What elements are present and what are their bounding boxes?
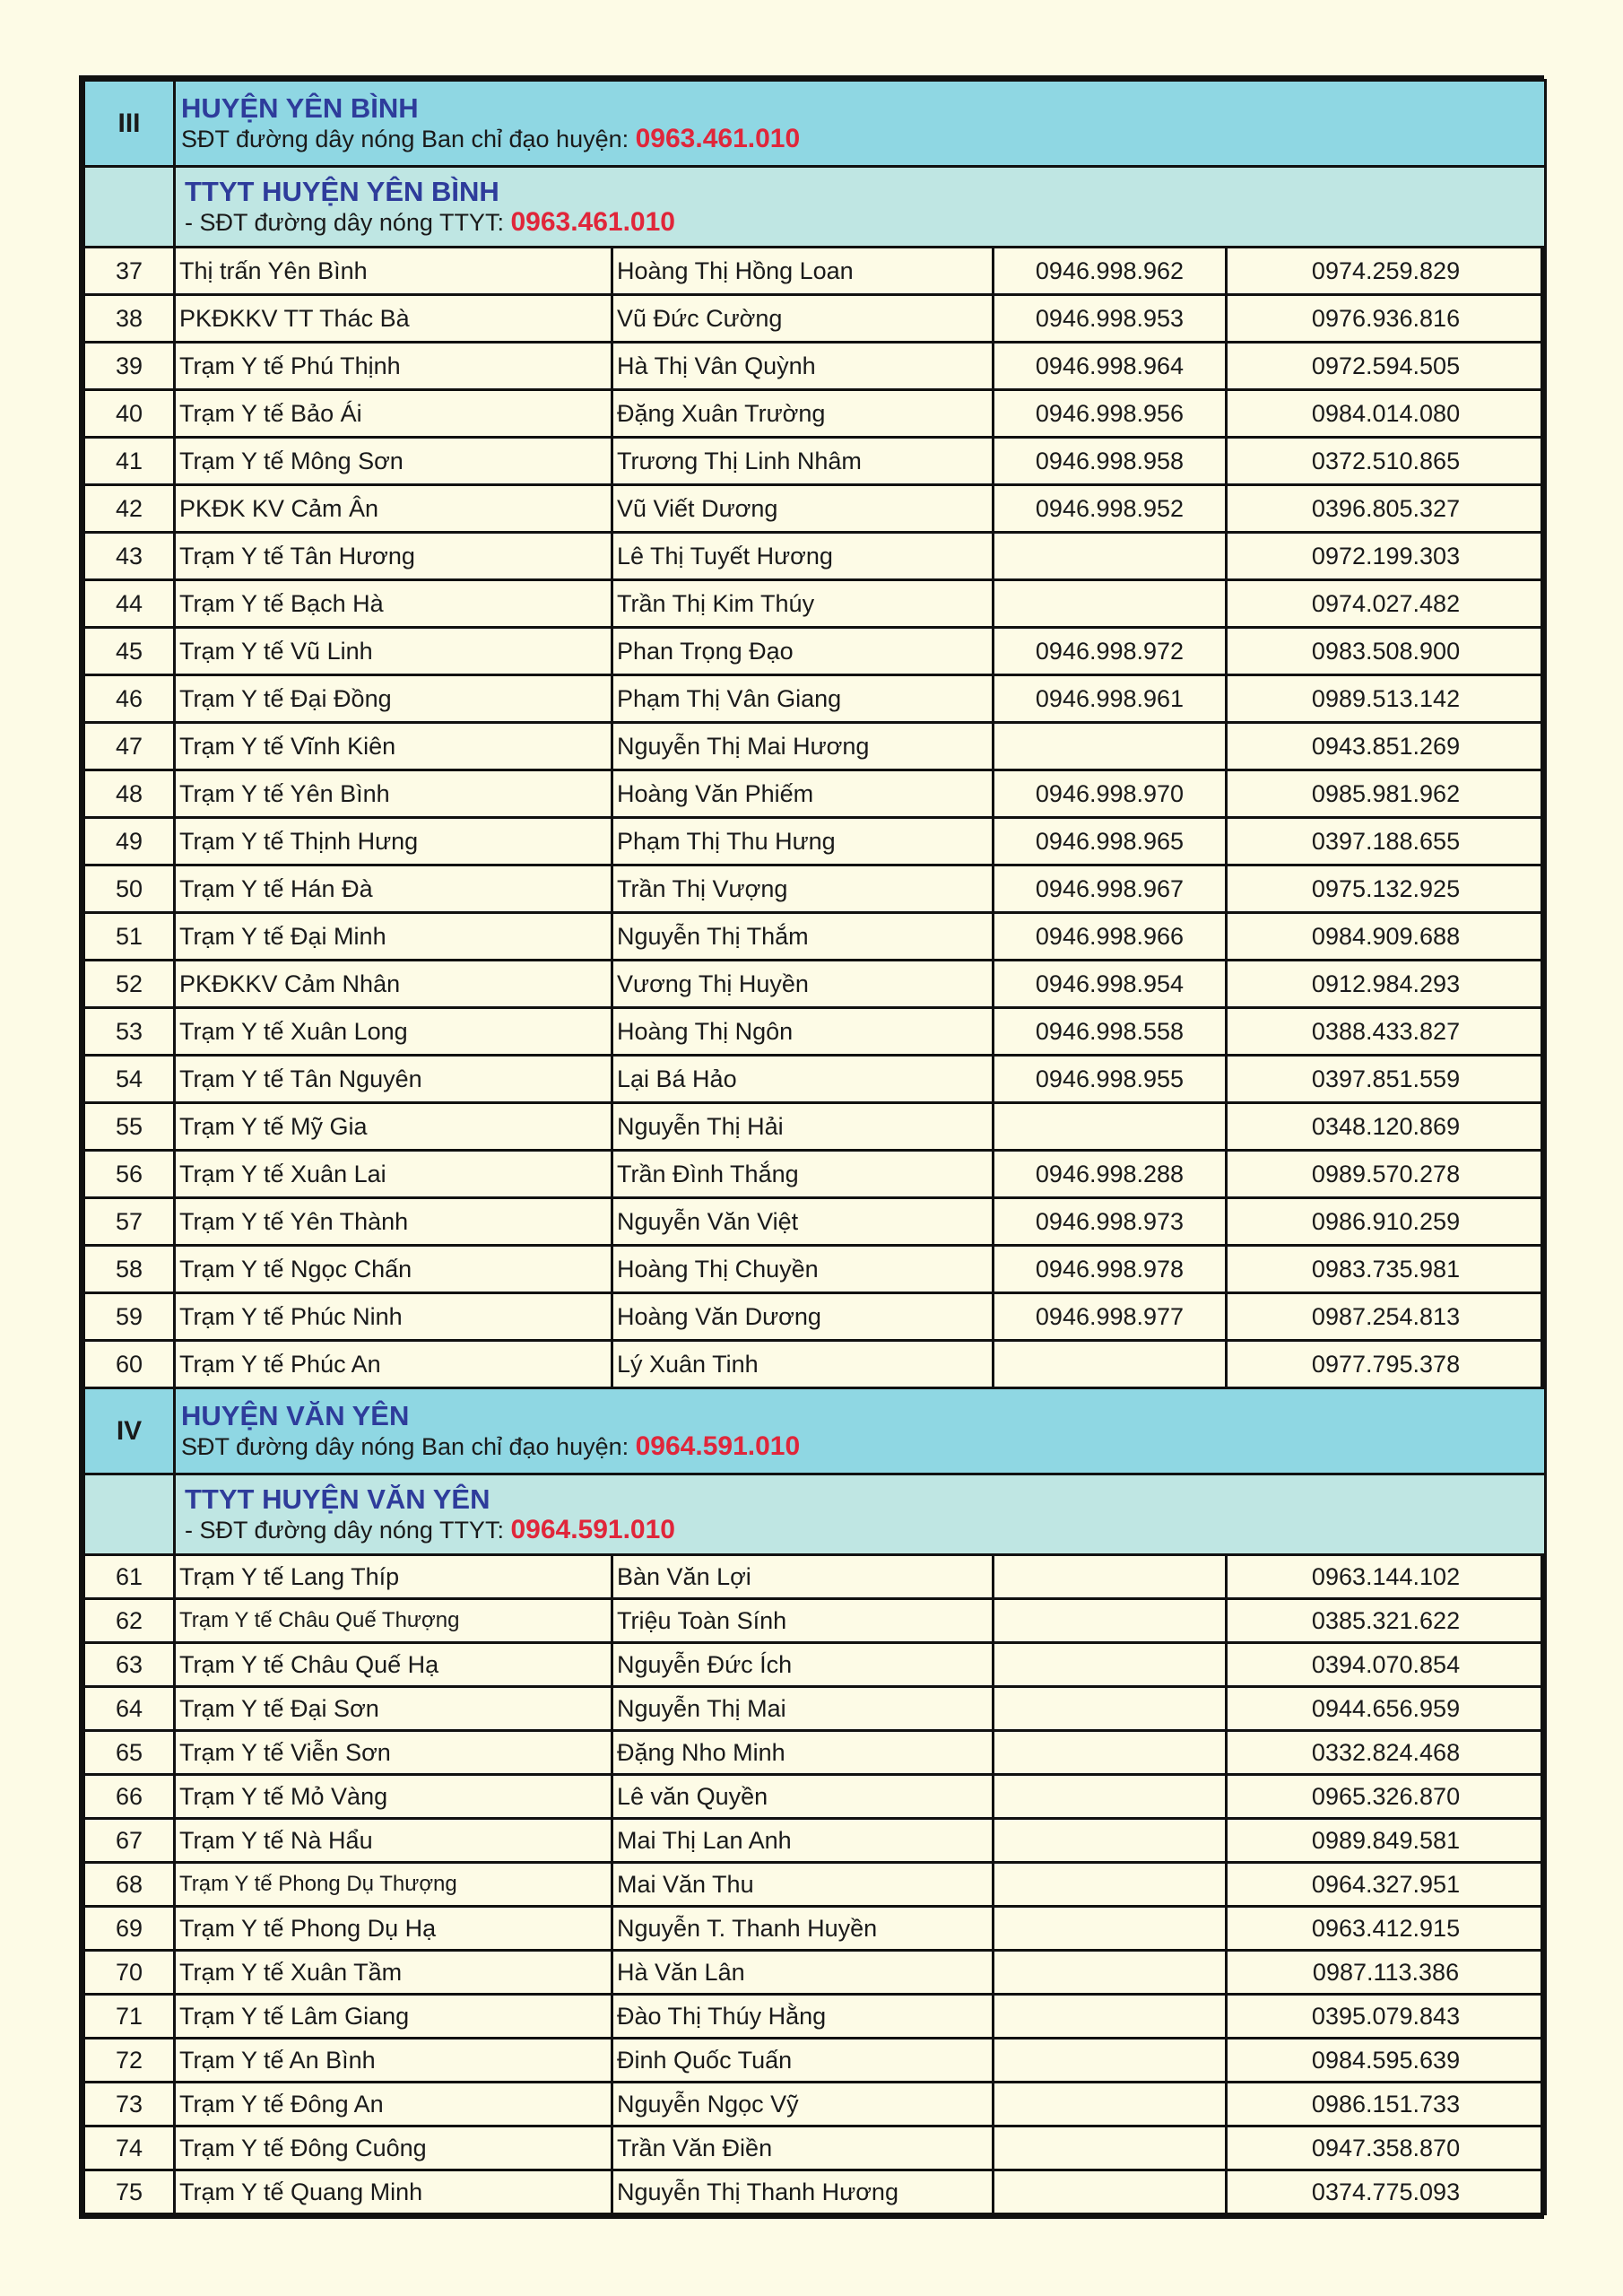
- district-hotline-label: SĐT đường dây nóng Ban chỉ đạo huyện:: [181, 125, 636, 152]
- person-name: Đặng Xuân Trường: [612, 390, 994, 438]
- unit-name: Trạm Y tế Đại Đồng: [175, 675, 612, 723]
- office-phone: [994, 580, 1227, 628]
- table-row: [84, 1056, 1546, 1103]
- office-phone: [994, 1341, 1227, 1388]
- unit-name: Trạm Y tế Vũ Linh: [175, 628, 612, 675]
- contact-table-sheet: [79, 75, 1544, 2219]
- person-name: Hà Văn Lân: [612, 1951, 994, 1995]
- office-phone: 0946.998.955: [994, 1056, 1227, 1103]
- table-row: [84, 390, 1546, 438]
- table-row: [84, 2170, 1546, 2214]
- person-name: Hoàng Thị Ngôn: [612, 1008, 994, 1056]
- unit-name: Trạm Y tế Phú Thịnh: [175, 343, 612, 390]
- district-header-row: [84, 1388, 1546, 1474]
- person-name: Hoàng Văn Phiếm: [612, 770, 994, 818]
- person-name: Mai Văn Thu: [612, 1863, 994, 1907]
- mobile-phone: 0965.326.870: [1227, 1775, 1546, 1819]
- office-phone: 0946.998.953: [994, 295, 1227, 343]
- row-number: 71: [84, 1995, 175, 2039]
- person-name: Nguyễn Thị Mai Hương: [612, 723, 994, 770]
- row-number: 63: [84, 1643, 175, 1687]
- row-number: 60: [84, 1341, 175, 1388]
- mobile-phone: 0963.144.102: [1227, 1555, 1546, 1599]
- mobile-phone: 0984.014.080: [1227, 390, 1546, 438]
- unit-name: Trạm Y tế Vĩnh Kiên: [175, 723, 612, 770]
- unit-name: Trạm Y tế Đông An: [175, 2083, 612, 2126]
- unit-name: Trạm Y tế Phúc An: [175, 1341, 612, 1388]
- table-row: [84, 1599, 1546, 1643]
- unit-name: Trạm Y tế Phong Dụ Thượng: [175, 1863, 612, 1907]
- person-name: Lê Thị Tuyết Hương: [612, 533, 994, 580]
- row-number: 58: [84, 1246, 175, 1293]
- table-row: [84, 1907, 1546, 1951]
- person-name: Hà Thị Vân Quỳnh: [612, 343, 994, 390]
- mobile-phone: 0974.259.829: [1227, 248, 1546, 295]
- unit-name: Thị trấn Yên Bình: [175, 248, 612, 295]
- row-number: 59: [84, 1293, 175, 1341]
- table-row: [84, 533, 1546, 580]
- person-name: Nguyễn Thị Hải: [612, 1103, 994, 1151]
- table-row: [84, 1731, 1546, 1775]
- office-phone: 0946.998.958: [994, 438, 1227, 485]
- row-number: 67: [84, 1819, 175, 1863]
- office-phone: [994, 1687, 1227, 1731]
- unit-name: Trạm Y tế An Bình: [175, 2039, 612, 2083]
- office-phone: [994, 1555, 1227, 1599]
- contact-table-body: [84, 81, 1546, 2214]
- row-number: 48: [84, 770, 175, 818]
- unit-name: Trạm Y tế Đại Sơn: [175, 1687, 612, 1731]
- unit-name: Trạm Y tế Bạch Hà: [175, 580, 612, 628]
- mobile-phone: 0985.981.962: [1227, 770, 1546, 818]
- unit-name: Trạm Y tế Bảo Ái: [175, 390, 612, 438]
- health-center-title: TTYT HUYỆN YÊN BÌNH: [185, 175, 499, 207]
- mobile-phone: 0388.433.827: [1227, 1008, 1546, 1056]
- person-name: Vũ Đức Cường: [612, 295, 994, 343]
- table-row: [84, 1643, 1546, 1687]
- mobile-phone: 0984.595.639: [1227, 2039, 1546, 2083]
- row-number: 61: [84, 1555, 175, 1599]
- unit-name: PKĐK KV Cảm Ân: [175, 485, 612, 533]
- health-center-hotline-number: 0963.461.010: [510, 206, 675, 237]
- table-row: [84, 295, 1546, 343]
- mobile-phone: 0396.805.327: [1227, 485, 1546, 533]
- health-center-hotline-label: - SĐT đường dây nóng TTYT:: [185, 208, 511, 236]
- office-phone: 0946.998.956: [994, 390, 1227, 438]
- person-name: Đào Thị Thúy Hằng: [612, 1995, 994, 2039]
- office-phone: [994, 1599, 1227, 1643]
- mobile-phone: 0972.199.303: [1227, 533, 1546, 580]
- office-phone: 0946.998.558: [994, 1008, 1227, 1056]
- person-name: Hoàng Thị Chuyền: [612, 1246, 994, 1293]
- person-name: Trương Thị Linh Nhâm: [612, 438, 994, 485]
- district-hotline-line: [181, 1431, 1539, 1462]
- row-number: 70: [84, 1951, 175, 1995]
- person-name: Nguyễn Thị Mai: [612, 1687, 994, 1731]
- office-phone: [994, 1995, 1227, 2039]
- unit-name: Trạm Y tế Quang Minh: [175, 2170, 612, 2214]
- office-phone: 0946.998.962: [994, 248, 1227, 295]
- health-center-hotline-line: [185, 1515, 1539, 1545]
- person-name: Nguyễn Thị Thắm: [612, 913, 994, 961]
- person-name: Lại Bá Hảo: [612, 1056, 994, 1103]
- unit-name: Trạm Y tế Ngọc Chấn: [175, 1246, 612, 1293]
- row-number: 66: [84, 1775, 175, 1819]
- office-phone: 0946.998.977: [994, 1293, 1227, 1341]
- table-row: [84, 1151, 1546, 1198]
- office-phone: [994, 1103, 1227, 1151]
- table-row: [84, 1863, 1546, 1907]
- office-phone: [994, 533, 1227, 580]
- unit-name: Trạm Y tế Lâm Giang: [175, 1995, 612, 2039]
- unit-name: PKĐKKV TT Thác Bà: [175, 295, 612, 343]
- health-center-header-row: [84, 167, 1546, 248]
- office-phone: [994, 1907, 1227, 1951]
- person-name: Nguyễn Ngọc Vỹ: [612, 2083, 994, 2126]
- district-header-cell: [175, 81, 1546, 167]
- table-row: [84, 1819, 1546, 1863]
- row-number: 64: [84, 1687, 175, 1731]
- mobile-phone: 0989.849.581: [1227, 1819, 1546, 1863]
- person-name: Lê văn Quyền: [612, 1775, 994, 1819]
- unit-name: Trạm Y tế Nà Hẩu: [175, 1819, 612, 1863]
- office-phone: [994, 723, 1227, 770]
- person-name: Trần Đình Thắng: [612, 1151, 994, 1198]
- person-name: Vương Thị Huyền: [612, 961, 994, 1008]
- table-row: [84, 1246, 1546, 1293]
- health-center-header-cell: [175, 167, 1546, 248]
- health-center-hotline-number: 0964.591.010: [510, 1514, 675, 1544]
- table-row: [84, 1951, 1546, 1995]
- row-number: 47: [84, 723, 175, 770]
- table-row: [84, 1687, 1546, 1731]
- unit-name: Trạm Y tế Đông Cuông: [175, 2126, 612, 2170]
- district-hotline-line: [181, 124, 1539, 154]
- person-name: Trần Văn Điền: [612, 2126, 994, 2170]
- office-phone: 0946.998.966: [994, 913, 1227, 961]
- row-number: 37: [84, 248, 175, 295]
- table-row: [84, 1341, 1546, 1388]
- table-row: [84, 1555, 1546, 1599]
- office-phone: 0946.998.952: [994, 485, 1227, 533]
- district-hotline-number: 0964.591.010: [635, 1431, 801, 1461]
- district-header-row: [84, 81, 1546, 167]
- office-phone: [994, 2126, 1227, 2170]
- unit-name: Trạm Y tế Mông Sơn: [175, 438, 612, 485]
- unit-name: Trạm Y tế Châu Quế Hạ: [175, 1643, 612, 1687]
- unit-name: Trạm Y tế Đại Minh: [175, 913, 612, 961]
- row-number: 53: [84, 1008, 175, 1056]
- row-number: 49: [84, 818, 175, 865]
- person-name: Phạm Thị Thu Hưng: [612, 818, 994, 865]
- person-name: Trần Thị Kim Thúy: [612, 580, 994, 628]
- person-name: Nguyễn Đức Ích: [612, 1643, 994, 1687]
- table-row: [84, 343, 1546, 390]
- health-center-hotline-line: [185, 207, 1539, 238]
- office-phone: 0946.998.964: [994, 343, 1227, 390]
- unit-name: Trạm Y tế Châu Quế Thượng: [175, 1599, 612, 1643]
- unit-name: Trạm Y tế Lang Thíp: [175, 1555, 612, 1599]
- table-row: [84, 1293, 1546, 1341]
- table-row: [84, 2126, 1546, 2170]
- row-number: 65: [84, 1731, 175, 1775]
- row-number: 56: [84, 1151, 175, 1198]
- mobile-phone: 0963.412.915: [1227, 1907, 1546, 1951]
- unit-name: Trạm Y tế Viễn Sơn: [175, 1731, 612, 1775]
- unit-name: Trạm Y tế Yên Bình: [175, 770, 612, 818]
- table-row: [84, 961, 1546, 1008]
- mobile-phone: 0974.027.482: [1227, 580, 1546, 628]
- office-phone: 0946.998.972: [994, 628, 1227, 675]
- unit-name: Trạm Y tế Xuân Long: [175, 1008, 612, 1056]
- table-row: [84, 1008, 1546, 1056]
- mobile-phone: 0984.909.688: [1227, 913, 1546, 961]
- mobile-phone: 0332.824.468: [1227, 1731, 1546, 1775]
- office-phone: [994, 2083, 1227, 2126]
- office-phone: 0946.998.288: [994, 1151, 1227, 1198]
- person-name: Trần Thị Vượng: [612, 865, 994, 913]
- person-name: Triệu Toàn Sính: [612, 1599, 994, 1643]
- mobile-phone: 0397.188.655: [1227, 818, 1546, 865]
- mobile-phone: 0397.851.559: [1227, 1056, 1546, 1103]
- mobile-phone: 0987.113.386: [1227, 1951, 1546, 1995]
- table-row: [84, 1198, 1546, 1246]
- mobile-phone: 0975.132.925: [1227, 865, 1546, 913]
- row-number: 43: [84, 533, 175, 580]
- row-number: 38: [84, 295, 175, 343]
- mobile-phone: 0989.513.142: [1227, 675, 1546, 723]
- table-row: [84, 723, 1546, 770]
- row-number: 62: [84, 1599, 175, 1643]
- unit-name: Trạm Y tế Tân Nguyên: [175, 1056, 612, 1103]
- mobile-phone: 0972.594.505: [1227, 343, 1546, 390]
- table-row: [84, 818, 1546, 865]
- unit-name: Trạm Y tế Thịnh Hưng: [175, 818, 612, 865]
- health-center-blank-cell: [84, 167, 175, 248]
- table-row: [84, 248, 1546, 295]
- office-phone: 0946.998.970: [994, 770, 1227, 818]
- unit-name: Trạm Y tế Xuân Tầm: [175, 1951, 612, 1995]
- mobile-phone: 0986.910.259: [1227, 1198, 1546, 1246]
- row-number: 69: [84, 1907, 175, 1951]
- mobile-phone: 0944.656.959: [1227, 1687, 1546, 1731]
- person-name: Đặng Nho Minh: [612, 1731, 994, 1775]
- table-row: [84, 770, 1546, 818]
- office-phone: 0946.998.961: [994, 675, 1227, 723]
- row-number: 73: [84, 2083, 175, 2126]
- unit-name: Trạm Y tế Yên Thành: [175, 1198, 612, 1246]
- office-phone: 0946.998.954: [994, 961, 1227, 1008]
- person-name: Mai Thị Lan Anh: [612, 1819, 994, 1863]
- person-name: Hoàng Thị Hồng Loan: [612, 248, 994, 295]
- office-phone: [994, 1863, 1227, 1907]
- unit-name: Trạm Y tế Phong Dụ Hạ: [175, 1907, 612, 1951]
- unit-name: Trạm Y tế Hán Đà: [175, 865, 612, 913]
- district-title: HUYỆN VĂN YÊN: [181, 1399, 410, 1431]
- row-number: 72: [84, 2039, 175, 2083]
- mobile-phone: 0348.120.869: [1227, 1103, 1546, 1151]
- health-center-header-cell: [175, 1474, 1546, 1555]
- person-name: Phan Trọng Đạo: [612, 628, 994, 675]
- mobile-phone: 0986.151.733: [1227, 2083, 1546, 2126]
- row-number: 44: [84, 580, 175, 628]
- row-number: 54: [84, 1056, 175, 1103]
- mobile-phone: 0912.984.293: [1227, 961, 1546, 1008]
- mobile-phone: 0976.936.816: [1227, 295, 1546, 343]
- row-number: 42: [84, 485, 175, 533]
- mobile-phone: 0989.570.278: [1227, 1151, 1546, 1198]
- office-phone: 0946.998.967: [994, 865, 1227, 913]
- district-hotline-label: SĐT đường dây nóng Ban chỉ đạo huyện:: [181, 1432, 636, 1460]
- row-number: 57: [84, 1198, 175, 1246]
- district-roman-numeral: III: [84, 81, 175, 167]
- unit-name: PKĐKKV Cảm Nhân: [175, 961, 612, 1008]
- unit-name: Trạm Y tế Mỏ Vàng: [175, 1775, 612, 1819]
- office-phone: [994, 2170, 1227, 2214]
- person-name: Lý Xuân Tinh: [612, 1341, 994, 1388]
- table-row: [84, 580, 1546, 628]
- office-phone: 0946.998.965: [994, 818, 1227, 865]
- health-center-title: TTYT HUYỆN VĂN YÊN: [185, 1483, 490, 1515]
- district-roman-numeral: IV: [84, 1388, 175, 1474]
- contact-table: [82, 79, 1547, 2215]
- mobile-phone: 0983.508.900: [1227, 628, 1546, 675]
- office-phone: [994, 1731, 1227, 1775]
- row-number: 45: [84, 628, 175, 675]
- table-row: [84, 438, 1546, 485]
- table-row: [84, 2083, 1546, 2126]
- mobile-phone: 0987.254.813: [1227, 1293, 1546, 1341]
- row-number: 55: [84, 1103, 175, 1151]
- mobile-phone: 0943.851.269: [1227, 723, 1546, 770]
- unit-name: Trạm Y tế Mỹ Gia: [175, 1103, 612, 1151]
- health-center-hotline-label: - SĐT đường dây nóng TTYT:: [185, 1516, 511, 1544]
- row-number: 40: [84, 390, 175, 438]
- person-name: Phạm Thị Vân Giang: [612, 675, 994, 723]
- office-phone: [994, 1775, 1227, 1819]
- row-number: 52: [84, 961, 175, 1008]
- table-row: [84, 485, 1546, 533]
- mobile-phone: 0385.321.622: [1227, 1599, 1546, 1643]
- person-name: Nguyễn Thị Thanh Hương: [612, 2170, 994, 2214]
- district-header-cell: [175, 1388, 1546, 1474]
- unit-name: Trạm Y tế Phúc Ninh: [175, 1293, 612, 1341]
- table-row: [84, 675, 1546, 723]
- table-row: [84, 865, 1546, 913]
- district-title: HUYỆN YÊN BÌNH: [181, 91, 419, 124]
- table-row: [84, 1995, 1546, 2039]
- office-phone: [994, 1643, 1227, 1687]
- office-phone: [994, 1951, 1227, 1995]
- person-name: Đinh Quốc Tuấn: [612, 2039, 994, 2083]
- table-row: [84, 1103, 1546, 1151]
- mobile-phone: 0394.070.854: [1227, 1643, 1546, 1687]
- mobile-phone: 0372.510.865: [1227, 438, 1546, 485]
- office-phone: 0946.998.978: [994, 1246, 1227, 1293]
- mobile-phone: 0947.358.870: [1227, 2126, 1546, 2170]
- person-name: Hoàng Văn Dương: [612, 1293, 994, 1341]
- table-row: [84, 1775, 1546, 1819]
- office-phone: [994, 2039, 1227, 2083]
- row-number: 41: [84, 438, 175, 485]
- table-row: [84, 628, 1546, 675]
- mobile-phone: 0964.327.951: [1227, 1863, 1546, 1907]
- person-name: Bàn Văn Lợi: [612, 1555, 994, 1599]
- row-number: 46: [84, 675, 175, 723]
- health-center-blank-cell: [84, 1474, 175, 1555]
- table-row: [84, 913, 1546, 961]
- table-row: [84, 2039, 1546, 2083]
- office-phone: [994, 1819, 1227, 1863]
- unit-name: Trạm Y tế Tân Hương: [175, 533, 612, 580]
- mobile-phone: 0983.735.981: [1227, 1246, 1546, 1293]
- row-number: 50: [84, 865, 175, 913]
- row-number: 39: [84, 343, 175, 390]
- row-number: 68: [84, 1863, 175, 1907]
- row-number: 74: [84, 2126, 175, 2170]
- health-center-header-row: [84, 1474, 1546, 1555]
- row-number: 51: [84, 913, 175, 961]
- office-phone: 0946.998.973: [994, 1198, 1227, 1246]
- row-number: 75: [84, 2170, 175, 2214]
- mobile-phone: 0395.079.843: [1227, 1995, 1546, 2039]
- person-name: Nguyễn T. Thanh Huyền: [612, 1907, 994, 1951]
- unit-name: Trạm Y tế Xuân Lai: [175, 1151, 612, 1198]
- person-name: Vũ Viết Dương: [612, 485, 994, 533]
- mobile-phone: 0977.795.378: [1227, 1341, 1546, 1388]
- district-hotline-number: 0963.461.010: [635, 123, 801, 153]
- person-name: Nguyễn Văn Việt: [612, 1198, 994, 1246]
- mobile-phone: 0374.775.093: [1227, 2170, 1546, 2214]
